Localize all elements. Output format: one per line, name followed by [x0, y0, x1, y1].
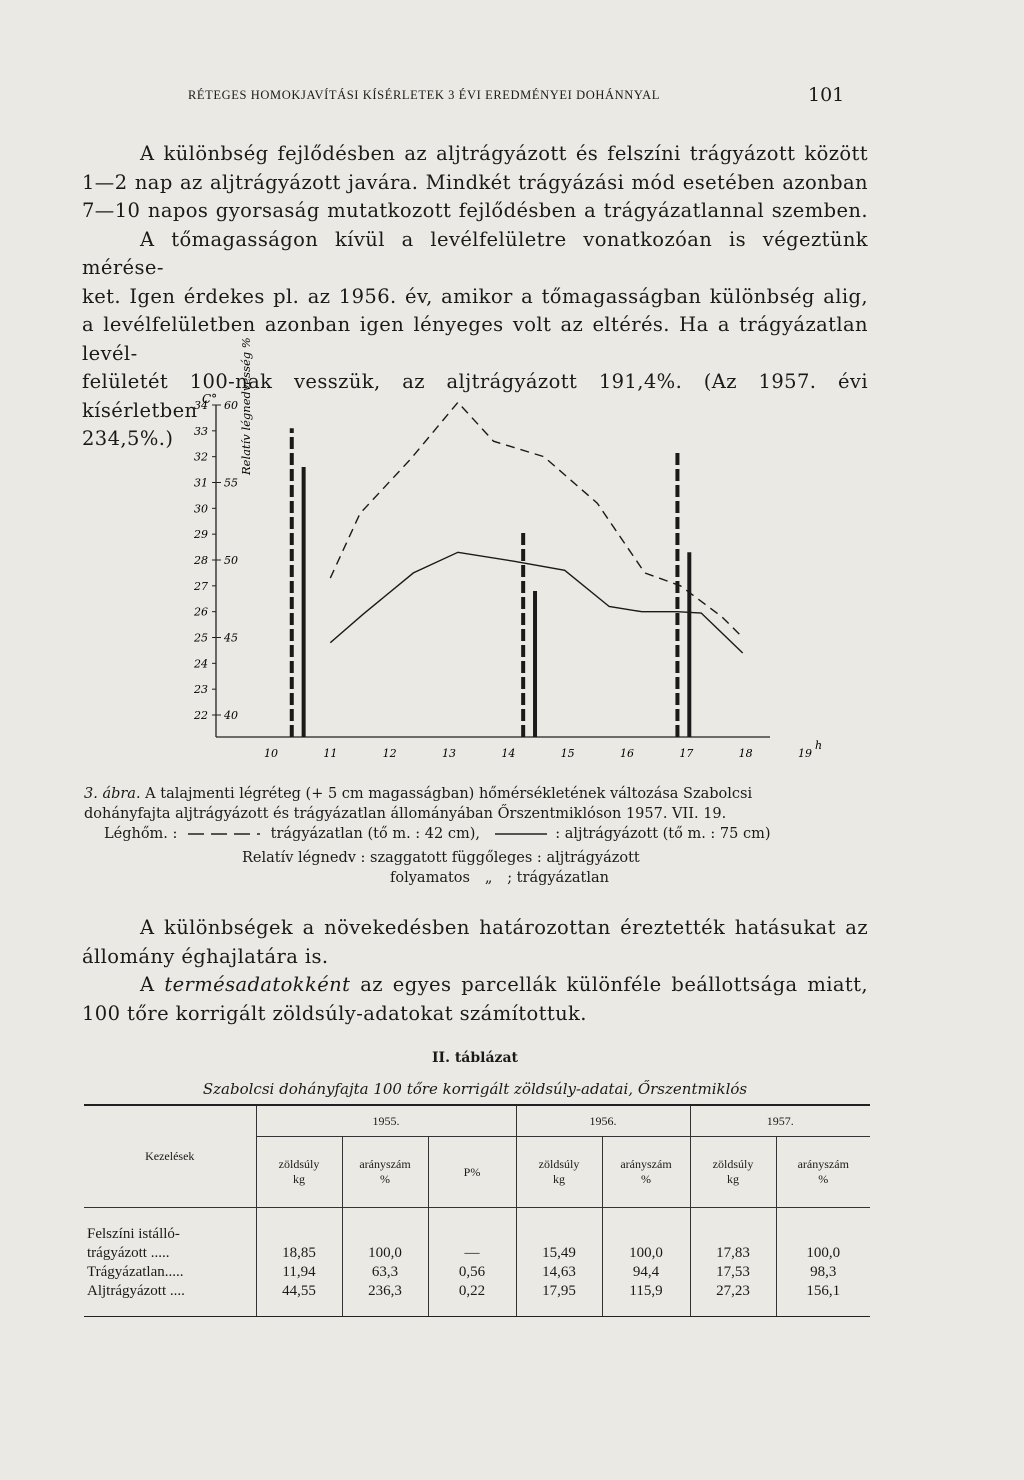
cell: 100,0: [342, 1243, 428, 1262]
text-line: a levélfelületben azonban igen lényeges volt az eltérés. Ha a trágyázatlan levél-: [82, 313, 868, 365]
text-line: 100 tőre korrigált zöldsúly-adatokat számítottuk.: [82, 1001, 587, 1025]
x-tick-label: 11: [323, 747, 338, 760]
cell: 0,56: [428, 1262, 516, 1281]
page-number: 101: [808, 84, 845, 106]
humidity-axis-label: Relatív légnedvesség %: [239, 337, 253, 475]
y-right-tick-label: 45: [224, 631, 238, 645]
italic-term: termésadatokként: [164, 973, 351, 996]
x-tick-label: 13: [442, 747, 456, 760]
cell: 100,0: [776, 1243, 870, 1262]
text-line: A tőmagasságon kívül a levélfelületre vonatkozóan is végeztünk mérése-: [82, 227, 868, 279]
legend-humidity: [242, 850, 640, 866]
legend-leghom-label: Léghőm. :: [104, 826, 178, 842]
cell: 18,85: [256, 1243, 342, 1262]
y-left-tick-label: 24: [194, 657, 208, 671]
y-right-tick-label: 50: [224, 554, 238, 567]
cell: 15,49: [516, 1243, 602, 1262]
cell: 115,9: [602, 1281, 690, 1317]
paragraph-3: [82, 971, 868, 1028]
x-tick-label: 12: [382, 747, 397, 760]
y-left-tick-label: 28: [194, 554, 208, 567]
caption-line-2: dohányfajta aljtrágyázott és trágyázatlan állományában Őrszentmiklóson 1957. VII. 19.: [84, 806, 727, 822]
cell: 94,4: [602, 1262, 690, 1281]
row-label: Trágyázatlan.....: [87, 1264, 184, 1280]
col-header: zöldsúly kg: [690, 1137, 776, 1208]
table-row: [84, 1208, 870, 1244]
year-header: 1957.: [690, 1105, 870, 1137]
row-label: Felszíni istálló-: [87, 1226, 180, 1242]
cell: —: [428, 1243, 516, 1262]
hour-unit-label: h: [815, 739, 823, 752]
cell: 100,0: [602, 1243, 690, 1262]
legend-humidity-2: [390, 870, 609, 886]
year-header: 1956.: [516, 1105, 690, 1137]
dashed-line-sample-icon: [186, 829, 262, 839]
col-header: arányszám %: [602, 1137, 690, 1208]
x-tick-label: 17: [679, 747, 694, 760]
cell: 156,1: [776, 1281, 870, 1317]
text-line: A termésadatokként az egyes parcellák különféle beállottsága miatt,: [140, 973, 868, 996]
x-tick-label: 19: [798, 747, 812, 760]
legend-bar-solid-value: ; trágyázatlan: [507, 870, 609, 886]
text-line: A különbség fejlődésben az aljtrágyázott és felszíni trágyázott között: [140, 142, 868, 165]
y-left-tick-label: 23: [194, 683, 208, 697]
cell: 63,3: [342, 1262, 428, 1281]
year-header: 1955.: [256, 1105, 516, 1137]
legend-temperature: [104, 826, 771, 842]
x-tick-label: 15: [560, 747, 575, 760]
y-left-tick-label: 26: [194, 605, 208, 619]
cell: 98,3: [776, 1262, 870, 1281]
paragraph-2: [82, 914, 868, 971]
solid-line-sample-icon: [493, 829, 549, 839]
caption-line-1: A talajmenti légréteg (+ 5 cm magasságban) hőmérsékletének változása Szabolcsi: [145, 786, 753, 802]
temperature-humidity-chart: [160, 337, 823, 775]
row-label: Aljtrágyázott ....: [84, 1281, 256, 1317]
temp-unit-label: C°: [202, 392, 218, 406]
cell: 17,83: [690, 1243, 776, 1262]
table-title: Szabolcsi dohányfajta 100 tőre korrigált zöldsúly-adatai, Őrszentmiklós: [202, 1080, 748, 1098]
y-left-tick-label: 27: [194, 579, 208, 593]
text-line: 7—10 napos gyorsaság mutatkozott fejlődésben a trágyázatlannal szemben.: [82, 199, 868, 222]
cell: 44,55: [256, 1281, 342, 1317]
table-number: II. táblázat: [431, 1050, 519, 1066]
table-header-row: [84, 1105, 870, 1137]
table-row: [84, 1281, 870, 1317]
legend-solid-text: : aljtrágyázott (tő m. : 75 cm): [555, 826, 771, 842]
cell: 14,63: [516, 1262, 602, 1281]
text-line: A különbségek a növekedésben határozottan éreztették hatásukat az: [140, 916, 868, 939]
text-line: 1—2 nap az aljtrágyázott javára. Mindkét trágyázási mód esetében azonban: [82, 170, 868, 194]
cell: 11,94: [256, 1262, 342, 1281]
y-left-tick-label: 31: [194, 476, 208, 490]
treatment-header: Kezelések: [84, 1105, 256, 1208]
col-header: zöldsúly kg: [516, 1137, 602, 1208]
y-right-tick-label: 40: [224, 709, 238, 722]
legend-bar-dashed: szaggatott függőleges :: [370, 850, 542, 866]
caption-label: 3. ábra.: [84, 786, 141, 802]
y-right-tick-label: 60: [224, 399, 238, 412]
y-right-tick-label: 55: [224, 476, 238, 490]
cell: 27,23: [690, 1281, 776, 1317]
x-tick-label: 14: [501, 747, 516, 760]
y-left-tick-label: 29: [194, 528, 208, 542]
legend-ditto: „: [484, 870, 493, 886]
y-left-tick-label: 30: [194, 502, 208, 516]
cell: 17,95: [516, 1281, 602, 1317]
running-head: RÉTEGES HOMOKJAVÍTÁSI KÍSÉRLETEK 3 ÉVI EREDMÉNYEI DOHÁNNYAL: [188, 88, 660, 102]
text-line: ket. Igen érdekes pl. az 1956. év, amikor a tőmagasságban különbség alig,: [82, 284, 868, 308]
text-line: felületét 100-nak vesszük, az aljtrágyázott 191,4%. (Az 1957. évi kísérletben: [82, 370, 868, 422]
legend-bar-solid: folyamatos: [390, 870, 470, 886]
figure-caption: [84, 784, 870, 824]
cell: 236,3: [342, 1281, 428, 1317]
y-left-tick-label: 33: [194, 424, 208, 438]
cell: 17,53: [690, 1262, 776, 1281]
text-line: állomány éghajlatára is.: [82, 944, 329, 968]
table-row: [84, 1243, 870, 1262]
x-tick-label: 10: [264, 747, 278, 760]
y-left-tick-label: 34: [194, 399, 208, 412]
x-tick-label: 18: [738, 747, 753, 760]
row-label: trágyázott .....: [87, 1245, 170, 1261]
col-header: arányszám %: [342, 1137, 428, 1208]
col-header: zöldsúly kg: [256, 1137, 342, 1208]
cell: 0,22: [428, 1281, 516, 1317]
data-table: [84, 1104, 870, 1317]
y-left-tick-label: 22: [194, 709, 208, 722]
y-left-tick-label: 25: [194, 631, 208, 645]
legend-bar-dashed-value: aljtrágyázott: [546, 850, 640, 866]
text-line: 234,5%.): [82, 427, 174, 450]
col-header: P%: [428, 1137, 516, 1208]
legend-humidity-label: Relatív légnedv :: [242, 850, 366, 866]
table-row: [84, 1262, 870, 1281]
legend-dashed-text: trágyázatlan (tő m. : 42 cm),: [270, 826, 480, 842]
y-left-tick-label: 32: [194, 450, 208, 464]
x-tick-label: 16: [620, 747, 634, 760]
col-header: arányszám %: [776, 1137, 870, 1208]
